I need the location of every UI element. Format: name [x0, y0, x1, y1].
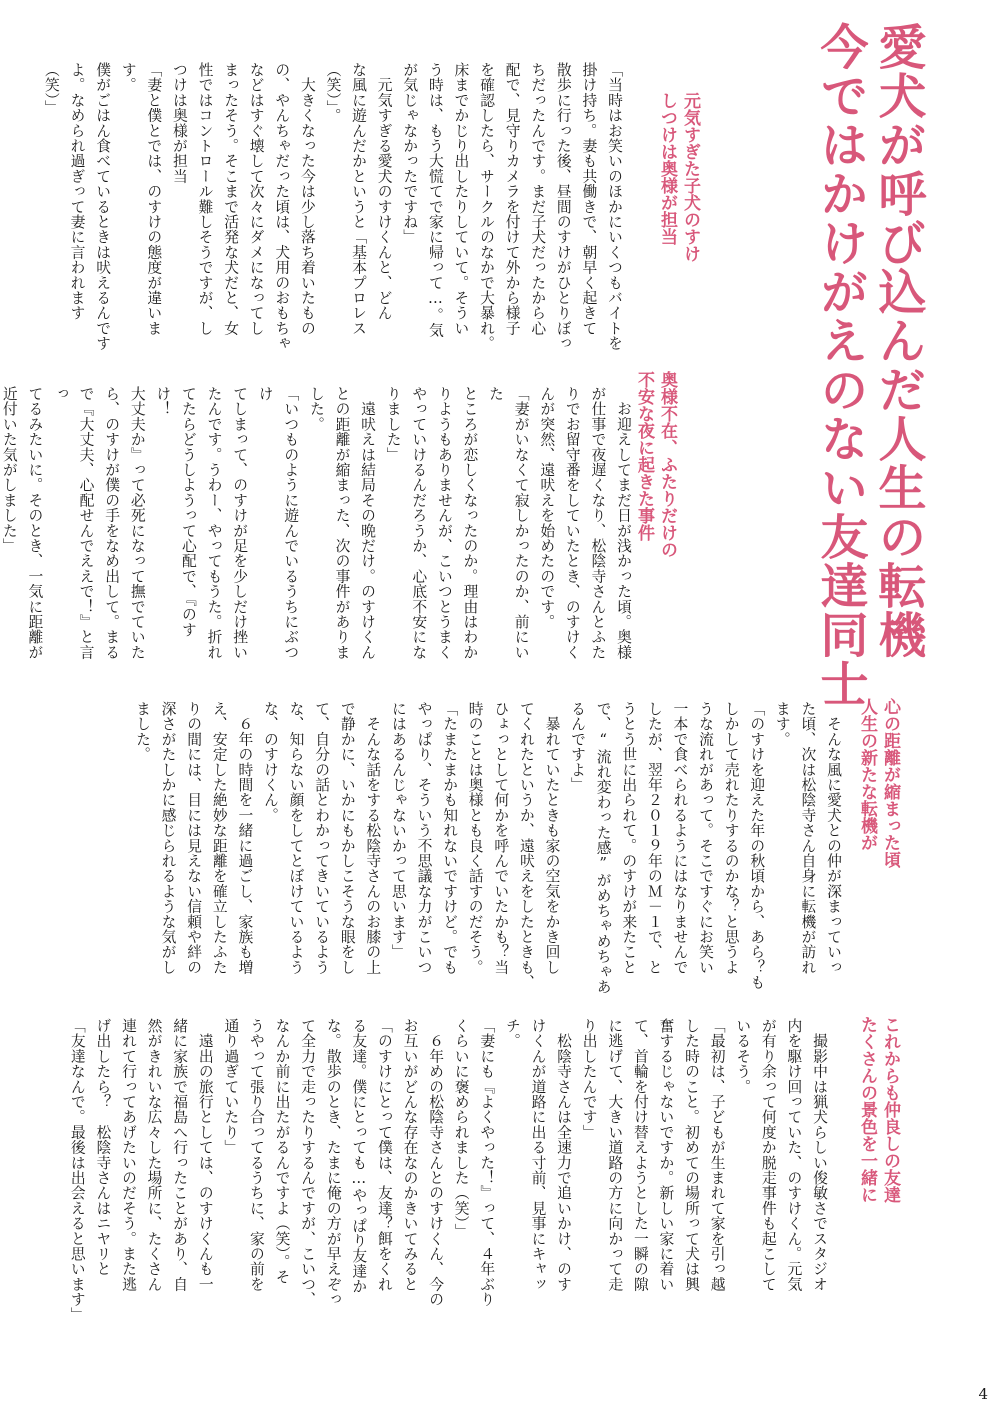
article-title-line-2: 今ではかけがえのない友達同士 [812, 22, 868, 708]
article-title-line-1: 愛犬が呼び込んだ人生の転機 [870, 22, 926, 659]
section-1-heading: 元気すぎた子犬のすけ しつけは奥様が担当 [657, 92, 700, 262]
section-2-body: お迎えしてまだ日が浅かった頃。奥様 が仕事で夜遅くなり、松陰寺さんとふた りでお留守番をしていたとき、のすけく んが突然、遠吠えを始めたのです。 「妻がいなくて寂しかったのか、前にいた ところが恋しくなったのか。理由はわか りようもありませんが、こいつとうまく やっていけるんだろうか、心底不安にな りました」 遠吠えは結局その晩だけ。のすけくん との距離が縮まった、次の事件がありま した。 「いつものように遊んでいるうちにぶつけ てしまって、のすけが足を少しだけ挫い たんです。うわー、やってもうた。折れ てたらどうしようって心配で、『のすけ！ 大丈夫か』って必死になって撫でていた ら、のすけが僕の手をなめ出して。まる で『大丈夫、心配せんでええで！』と言っ てるみたいに。そのとき、一気に距離が 近付いた気がしました」 [0, 386, 632, 660]
section-3-body: そんな風に愛犬との仲が深まっていっ た頃、次は松陰寺さん自身に転機が訪れ ます。 「のすけを迎えた年の秋頃から、あら？も しかして売れたりするのかな？と思うよ うな流れがあって。そこですぐにお笑い 一本で食べられるようにはなりませんで したが、翌年２０１９年のＭ－１で、と うとう世に出られて。のすけが来たこと で、“流れ変わった感”がめちゃめちゃあ るんですよ」 暴れていたときも家の空気をかき回し てくれたというか、遠吠えをしたときも、 ひょっとして何かを呼んでいたかも？当 時のことは奥様とも良く話すのだそう。 「たまたまかも知れないですけど。でも やっぱり、そういう不思議な力がこいつ にはあるんじゃないかって思います」 そんな話をする松陰寺さんのお膝の上 で静かに、いかにもかしこそうな眼をし て、自分の話とわかってきいているよう な、知らない顔をしてとぼけているよう な、のすけくん。 ６年の時間を一緒に過ごし、家族も増 え、安定した絶妙な距離を確立したふた りの間には、目には見えない信頼や絆の 深さがたしかに感じられるような気がし ました。 [133, 701, 842, 995]
section-1-body: 「当時はお笑いのほかにいくつもバイトを 掛け持ち。妻も共働きで、朝早く起きて 散歩に行った後、昼間のすけがひとりぼっ ちだったんです。まだ子犬だったから心 配で、見守りカメラを付けて外から様子 を確認したら、サークルのなかで大暴れ。 床までかじり出したりしていて。そうい う時は、もう大慌てで家に帰って…。気 が気じゃなかったですね」 元気すぎる愛犬のすけくんと、どん な風に遊んだかというと「基本プロレス （笑）」。 大きくなった今は少し落ち着いたもの の、やんちゃだった頃は、犬用のおもちゃ などはすぐ壊して次々にダメになってし まったそう。そこまで活発な犬だと、女 性ではコントロール難しそうですが、し つけは奥様が担当 「妻と僕とでは、のすけの態度が違います。 僕がごはん食べているときは吠えるんです よ。なめられ過ぎって妻に言われます（笑）」 [42, 62, 623, 351]
section-4-heading: これからも仲良しの友達 たくさんの景色を一緒に [857, 1016, 900, 1203]
section-4-body: 撮影中は猟犬らしい俊敏さでスタジオ 内を駆け回っていた、のすけくん。元気 が有り余って何度か脱走事件も起こして いるそう。 「最初は、子どもが生まれて家を引っ越 した時のこと。初めての場所って犬は興 奮するじゃないですか。新しい家に着い て、首輪を付け替えようとした一瞬の隙 に逃げて、大きい道路の方に向かって走 り出したんです」 松陰寺さんは全速力で追いかけ、のす けくんが道路に出る寸前、見事にキャッチ。 「妻にも『よくやった！』って、４年ぶり くらいに褒められました（笑）」 ６年めの松陰寺さんとのすけくん、今の お互いがどんな存在なのかきいてみると 「のすけにとって僕は、友達？餌をくれ る友達。僕にとっても…やっぱり友達か な。散歩のとき、たまに俺の方が早えぞっ て全力で走ったりするんですが、こいつ、 なんか前に出たがるんですよ（笑）。そ うやって張り合ってるうちに、家の前を 通り過ぎていたり」 遠出の旅行としては、のすけくんも一 緒に家族で福島へ行ったことがあり、自 然がきれいな広々した場所に、たくさん 連れて行ってあげたいのだそう。また逃 げ出したら？ 松陰寺さんはニヤリと 「友達なんで。最後は出会えると思います」 [68, 1018, 828, 1322]
page-number: 4 [978, 1385, 988, 1403]
section-3-heading: 心の距離が縮まった頃 人生の新たな転機が [857, 698, 900, 868]
section-2-heading: 奥様不在、ふたりだけの 不安な夜に起きた事件 [634, 371, 677, 558]
